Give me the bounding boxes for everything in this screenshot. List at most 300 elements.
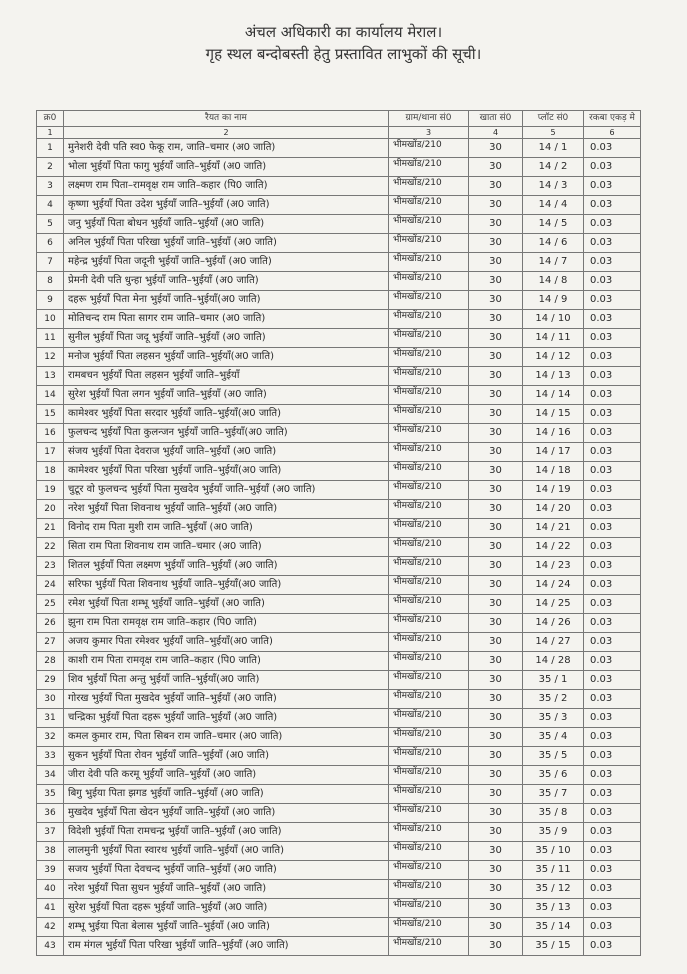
- village-cell: भीमखोंड/210: [389, 766, 469, 785]
- village-cell: भीमखोंड/210: [389, 291, 469, 310]
- serial-number-cell: 21: [37, 519, 64, 538]
- table-header-row: [37, 111, 641, 127]
- khata-cell: 30: [469, 139, 523, 158]
- plot-cell: 14 / 11: [523, 329, 584, 348]
- table-row: [37, 861, 641, 880]
- area-cell: 0.03: [584, 595, 641, 614]
- table-row: [37, 671, 641, 690]
- beneficiary-name-cell: रमेश भुईयाँ पिता शम्भू भुईयाँ जाति–भुईयाँ (अ0 जाति): [64, 595, 389, 614]
- serial-number-cell: 15: [37, 405, 64, 424]
- serial-number-cell: 35: [37, 785, 64, 804]
- serial-number-cell: 5: [37, 215, 64, 234]
- village-cell: भीमखोंड/210: [389, 709, 469, 728]
- village-cell: भीमखोंड/210: [389, 234, 469, 253]
- column-number: 3: [389, 127, 469, 139]
- village-cell: भीमखोंड/210: [389, 462, 469, 481]
- beneficiary-name-cell: कामेश्वर भुईयाँ पिता सरदार भुईयाँ जाति–भुईयाँ(अ0 जाति): [64, 405, 389, 424]
- village-cell: भीमखोंड/210: [389, 386, 469, 405]
- village-cell: भीमखोंड/210: [389, 747, 469, 766]
- plot-cell: 35 / 1: [523, 671, 584, 690]
- area-cell: 0.03: [584, 823, 641, 842]
- area-cell: 0.03: [584, 671, 641, 690]
- plot-cell: 14 / 27: [523, 633, 584, 652]
- table-row: [37, 234, 641, 253]
- plot-cell: 14 / 4: [523, 196, 584, 215]
- table-row: [37, 177, 641, 196]
- area-cell: 0.03: [584, 272, 641, 291]
- table-row: [37, 424, 641, 443]
- khata-cell: 30: [469, 804, 523, 823]
- beneficiary-name-cell: काशी राम पिता रामवृक्ष राम जाति–कहार (पि0 जाति): [64, 652, 389, 671]
- table-row: [37, 880, 641, 899]
- serial-number-cell: 1: [37, 139, 64, 158]
- beneficiary-name-cell: दहरू भुईयाँ पिता मेना भुईयाँ जाति–भुईयाँ(अ0 जाति): [64, 291, 389, 310]
- serial-number-cell: 22: [37, 538, 64, 557]
- area-cell: 0.03: [584, 633, 641, 652]
- khata-cell: 30: [469, 177, 523, 196]
- area-cell: 0.03: [584, 842, 641, 861]
- khata-cell: 30: [469, 766, 523, 785]
- khata-cell: 30: [469, 899, 523, 918]
- area-cell: 0.03: [584, 880, 641, 899]
- table-row: [37, 462, 641, 481]
- khata-cell: 30: [469, 386, 523, 405]
- khata-cell: 30: [469, 595, 523, 614]
- plot-cell: 14 / 25: [523, 595, 584, 614]
- plot-cell: 35 / 2: [523, 690, 584, 709]
- office-title: अंचल अधिकारी का कार्यालय मेराल।: [244, 23, 443, 41]
- village-cell: भीमखोंड/210: [389, 329, 469, 348]
- plot-cell: 35 / 14: [523, 918, 584, 937]
- serial-number-cell: 42: [37, 918, 64, 937]
- area-cell: 0.03: [584, 785, 641, 804]
- column-number: 1: [37, 127, 64, 139]
- village-cell: भीमखोंड/210: [389, 728, 469, 747]
- header-village: ग्राम/थाना सं0: [389, 111, 469, 127]
- khata-cell: 30: [469, 709, 523, 728]
- beneficiary-name-cell: झुना राम पिता रामवृक्ष राम जाति–कहार (पि0 जाति): [64, 614, 389, 633]
- serial-number-cell: 33: [37, 747, 64, 766]
- village-cell: भीमखोंड/210: [389, 804, 469, 823]
- village-cell: भीमखोंड/210: [389, 690, 469, 709]
- beneficiary-name-cell: सुकन भुईयाँ पिता रोवन भुईयाँ जाति–भुईयाँ (अ0 जाति): [64, 747, 389, 766]
- plot-cell: 35 / 15: [523, 937, 584, 956]
- khata-cell: 30: [469, 690, 523, 709]
- area-cell: 0.03: [584, 899, 641, 918]
- table-row: [37, 728, 641, 747]
- beneficiary-name-cell: सरिफा भुईयाँ पिता शिवनाथ भुईयाँ जाति–भुईयाँ(अ0 जाति): [64, 576, 389, 595]
- village-cell: भीमखोंड/210: [389, 443, 469, 462]
- khata-cell: 30: [469, 785, 523, 804]
- area-cell: 0.03: [584, 405, 641, 424]
- village-cell: भीमखोंड/210: [389, 899, 469, 918]
- serial-number-cell: 28: [37, 652, 64, 671]
- village-cell: भीमखोंड/210: [389, 215, 469, 234]
- khata-cell: 30: [469, 519, 523, 538]
- table-row: [37, 291, 641, 310]
- serial-number-cell: 32: [37, 728, 64, 747]
- beneficiary-name-cell: अनिल भुईयाँ पिता परिखा भुईयाँ जाति–भुईयाँ (अ0 जाति): [64, 234, 389, 253]
- khata-cell: 30: [469, 329, 523, 348]
- table-row: [37, 215, 641, 234]
- serial-number-cell: 18: [37, 462, 64, 481]
- serial-number-cell: 11: [37, 329, 64, 348]
- column-number-row: [37, 127, 641, 139]
- beneficiary-name-cell: भोला भुईयाँ पिता फागु भुईयाँ जाति–भुईयाँ (अ0 जाति): [64, 158, 389, 177]
- beneficiary-name-cell: चुटूर वो फुलचन्द भुईयाँ पिता मुखदेव भुईयाँ जाति–भुईयाँ (अ0 जाति): [64, 481, 389, 500]
- village-cell: भीमखोंड/210: [389, 158, 469, 177]
- table-row: [37, 823, 641, 842]
- khata-cell: 30: [469, 291, 523, 310]
- plot-cell: 14 / 2: [523, 158, 584, 177]
- khata-cell: 30: [469, 747, 523, 766]
- plot-cell: 35 / 3: [523, 709, 584, 728]
- serial-number-cell: 14: [37, 386, 64, 405]
- serial-number-cell: 17: [37, 443, 64, 462]
- serial-number-cell: 29: [37, 671, 64, 690]
- serial-number-cell: 6: [37, 234, 64, 253]
- khata-cell: 30: [469, 671, 523, 690]
- plot-cell: 14 / 12: [523, 348, 584, 367]
- beneficiary-name-cell: अजय कुमार पिता रमेश्वर भुईयाँ जाति–भुईयाँ(अ0 जाति): [64, 633, 389, 652]
- table-row: [37, 196, 641, 215]
- beneficiary-name-cell: सुरेश भुईयाँ पिता लगन भुईयाँ जाति–भुईयाँ (अ0 जाति): [64, 386, 389, 405]
- area-cell: 0.03: [584, 481, 641, 500]
- beneficiary-name-cell: प्रेमनी देवी पति धुन्हा भुईयाँ जाति–भुईयाँ (अ0 जाति): [64, 272, 389, 291]
- table-row: [37, 538, 641, 557]
- table-row: [37, 253, 641, 272]
- serial-number-cell: 10: [37, 310, 64, 329]
- village-cell: भीमखोंड/210: [389, 481, 469, 500]
- serial-number-cell: 37: [37, 823, 64, 842]
- serial-number-cell: 40: [37, 880, 64, 899]
- khata-cell: 30: [469, 253, 523, 272]
- village-cell: भीमखोंड/210: [389, 671, 469, 690]
- serial-number-cell: 23: [37, 557, 64, 576]
- serial-number-cell: 34: [37, 766, 64, 785]
- village-cell: भीमखोंड/210: [389, 348, 469, 367]
- table-row: [37, 633, 641, 652]
- village-cell: भीमखोंड/210: [389, 310, 469, 329]
- khata-cell: 30: [469, 823, 523, 842]
- plot-cell: 35 / 10: [523, 842, 584, 861]
- area-cell: 0.03: [584, 861, 641, 880]
- beneficiary-name-cell: मनोज भुईयाँ पिता लहसन भुईयाँ जाति–भुईयाँ(अ0 जाति): [64, 348, 389, 367]
- serial-number-cell: 36: [37, 804, 64, 823]
- village-cell: भीमखोंड/210: [389, 633, 469, 652]
- plot-cell: 35 / 4: [523, 728, 584, 747]
- area-cell: 0.03: [584, 253, 641, 272]
- khata-cell: 30: [469, 234, 523, 253]
- khata-cell: 30: [469, 652, 523, 671]
- khata-cell: 30: [469, 348, 523, 367]
- table-row: [37, 443, 641, 462]
- table-row: [37, 899, 641, 918]
- serial-number-cell: 31: [37, 709, 64, 728]
- village-cell: भीमखोंड/210: [389, 177, 469, 196]
- plot-cell: 14 / 10: [523, 310, 584, 329]
- area-cell: 0.03: [584, 367, 641, 386]
- serial-number-cell: 41: [37, 899, 64, 918]
- plot-cell: 14 / 22: [523, 538, 584, 557]
- plot-cell: 14 / 20: [523, 500, 584, 519]
- serial-number-cell: 4: [37, 196, 64, 215]
- plot-cell: 35 / 12: [523, 880, 584, 899]
- column-number: 5: [523, 127, 584, 139]
- serial-number-cell: 13: [37, 367, 64, 386]
- khata-cell: 30: [469, 215, 523, 234]
- plot-cell: 14 / 26: [523, 614, 584, 633]
- beneficiary-name-cell: विदेशी भुईयाँ पिता रामचन्द्र भुईयाँ जाति–भुईयाँ (अ0 जाति): [64, 823, 389, 842]
- table-row: [37, 310, 641, 329]
- village-cell: भीमखोंड/210: [389, 918, 469, 937]
- village-cell: भीमखोंड/210: [389, 842, 469, 861]
- plot-cell: 14 / 13: [523, 367, 584, 386]
- beneficiary-name-cell: गोरख भुईयाँ पिता मुखदेव भुईयाँ जाति–भुईयाँ (अ0 जाति): [64, 690, 389, 709]
- beneficiary-name-cell: कामेश्वर भुईयाँ पिता परिखा भुईयाँ जाति–भुईयाँ(अ0 जाति): [64, 462, 389, 481]
- khata-cell: 30: [469, 538, 523, 557]
- area-cell: 0.03: [584, 728, 641, 747]
- serial-number-cell: 7: [37, 253, 64, 272]
- header-area: रकबा एकड़ मे: [584, 111, 641, 127]
- khata-cell: 30: [469, 462, 523, 481]
- beneficiary-name-cell: लालमुनी भुईयाँ पिता स्वारथ भुईयाँ जाति–भुईयाँ (अ0 जाति): [64, 842, 389, 861]
- khata-cell: 30: [469, 614, 523, 633]
- area-cell: 0.03: [584, 234, 641, 253]
- plot-cell: 14 / 8: [523, 272, 584, 291]
- beneficiary-name-cell: जीरा देवी पति करमू भुईयाँ जाति–भुईयाँ (अ0 जाति): [64, 766, 389, 785]
- khata-cell: 30: [469, 481, 523, 500]
- village-cell: भीमखोंड/210: [389, 614, 469, 633]
- serial-number-cell: 24: [37, 576, 64, 595]
- beneficiary-name-cell: सुनील भुईयाँ पिता जदू भुईयाँ जाति–भुईयाँ (अ0 जाति): [64, 329, 389, 348]
- area-cell: 0.03: [584, 519, 641, 538]
- table-row: [37, 842, 641, 861]
- table-row: [37, 329, 641, 348]
- village-cell: भीमखोंड/210: [389, 272, 469, 291]
- khata-cell: 30: [469, 633, 523, 652]
- serial-number-cell: 38: [37, 842, 64, 861]
- village-cell: भीमखोंड/210: [389, 519, 469, 538]
- khata-cell: 30: [469, 918, 523, 937]
- table-row: [37, 386, 641, 405]
- table-row: [37, 158, 641, 177]
- khata-cell: 30: [469, 367, 523, 386]
- khata-cell: 30: [469, 310, 523, 329]
- table-row: [37, 139, 641, 158]
- area-cell: 0.03: [584, 804, 641, 823]
- plot-cell: 14 / 18: [523, 462, 584, 481]
- khata-cell: 30: [469, 196, 523, 215]
- khata-cell: 30: [469, 405, 523, 424]
- plot-cell: 14 / 14: [523, 386, 584, 405]
- area-cell: 0.03: [584, 177, 641, 196]
- table-row: [37, 766, 641, 785]
- table-row: [37, 272, 641, 291]
- beneficiary-name-cell: शम्भू भुईया पिता बेलास भुईयाँ जाति–भुईयाँ (अ0 जाति): [64, 918, 389, 937]
- area-cell: 0.03: [584, 766, 641, 785]
- area-cell: 0.03: [584, 291, 641, 310]
- beneficiary-name-cell: मुनेशरी देवी पति स्व0 फेकू राम, जाति–चमार (अ0 जाति): [64, 139, 389, 158]
- table-row: [37, 690, 641, 709]
- village-cell: भीमखोंड/210: [389, 500, 469, 519]
- beneficiary-name-cell: सजय भुईयाँ पिता देवचन्द भुईयाँ जाति–भुईयाँ (अ0 जाति): [64, 861, 389, 880]
- area-cell: 0.03: [584, 576, 641, 595]
- area-cell: 0.03: [584, 937, 641, 956]
- village-cell: भीमखोंड/210: [389, 424, 469, 443]
- beneficiary-name-cell: राम मंगल भुईयाँ पिता परिखा भुईयाँ जाति–भुईयाँ (अ0 जाति): [64, 937, 389, 956]
- plot-cell: 35 / 11: [523, 861, 584, 880]
- serial-number-cell: 30: [37, 690, 64, 709]
- table-row: [37, 595, 641, 614]
- area-cell: 0.03: [584, 918, 641, 937]
- khata-cell: 30: [469, 424, 523, 443]
- khata-cell: 30: [469, 842, 523, 861]
- serial-number-cell: 9: [37, 291, 64, 310]
- village-cell: भीमखोंड/210: [389, 595, 469, 614]
- table-row: [37, 519, 641, 538]
- area-cell: 0.03: [584, 443, 641, 462]
- plot-cell: 14 / 16: [523, 424, 584, 443]
- beneficiary-name-cell: विनोद राम पिता मुशी राम जाति–भुईयाँ (अ0 जाति): [64, 519, 389, 538]
- table-row: [37, 348, 641, 367]
- table-row: [37, 367, 641, 386]
- beneficiary-name-cell: कमल कुमार राम, पिता सिबन राम जाति–चमार (अ0 जाति): [64, 728, 389, 747]
- plot-cell: 14 / 15: [523, 405, 584, 424]
- serial-number-cell: 43: [37, 937, 64, 956]
- khata-cell: 30: [469, 500, 523, 519]
- serial-number-cell: 8: [37, 272, 64, 291]
- plot-cell: 14 / 28: [523, 652, 584, 671]
- beneficiary-name-cell: चन्द्रिका भुईयाँ पिता दहरू भुईयाँ जाति–भुईयाँ (अ0 जाति): [64, 709, 389, 728]
- area-cell: 0.03: [584, 614, 641, 633]
- area-cell: 0.03: [584, 424, 641, 443]
- area-cell: 0.03: [584, 652, 641, 671]
- beneficiary-name-cell: रामबचन भुईयाँ पिता लहसन भुईयाँ जाति–भुईयाँ: [64, 367, 389, 386]
- beneficiary-name-cell: सिता राम पिता शिवनाथ राम जाति–चमार (अ0 जाति): [64, 538, 389, 557]
- area-cell: 0.03: [584, 139, 641, 158]
- beneficiary-table: [36, 110, 641, 956]
- table-row: [37, 937, 641, 956]
- plot-cell: 14 / 24: [523, 576, 584, 595]
- beneficiary-name-cell: शितल भुईयाँ पिता लक्ष्मण भुईयाँ जाति–भुईयाँ (अ0 जाति): [64, 557, 389, 576]
- khata-cell: 30: [469, 728, 523, 747]
- village-cell: भीमखोंड/210: [389, 253, 469, 272]
- table-row: [37, 576, 641, 595]
- plot-cell: 35 / 5: [523, 747, 584, 766]
- table-row: [37, 557, 641, 576]
- village-cell: भीमखोंड/210: [389, 576, 469, 595]
- table-row: [37, 500, 641, 519]
- serial-number-cell: 2: [37, 158, 64, 177]
- beneficiary-name-cell: शिव भुईयाँ पिता अन्तु भुईयाँ जाति–भुईयाँ(अ0 जाति): [64, 671, 389, 690]
- beneficiary-name-cell: मुखदेव भुईयाँ पिता खेदन भुईयाँ जाति–भुईयाँ (अ0 जाति): [64, 804, 389, 823]
- table-row: [37, 614, 641, 633]
- village-cell: भीमखोंड/210: [389, 823, 469, 842]
- serial-number-cell: 39: [37, 861, 64, 880]
- table-row: [37, 481, 641, 500]
- beneficiary-name-cell: महेन्द्र भुईयाँ पिता जदूनी भुईयाँ जाति–भुईयाँ (अ0 जाति): [64, 253, 389, 272]
- plot-cell: 14 / 6: [523, 234, 584, 253]
- beneficiary-name-cell: कृष्णा भुईयाँ पिता उदेश भुईयाँ जाति–भुईयाँ (अ0 जाति): [64, 196, 389, 215]
- area-cell: 0.03: [584, 690, 641, 709]
- serial-number-cell: 20: [37, 500, 64, 519]
- area-cell: 0.03: [584, 538, 641, 557]
- plot-cell: 14 / 23: [523, 557, 584, 576]
- village-cell: भीमखोंड/210: [389, 196, 469, 215]
- plot-cell: 14 / 21: [523, 519, 584, 538]
- beneficiary-name-cell: नरेश भुईयाँ पिता सुधन भुईयाँ जाति–भुईयाँ (अ0 जाति): [64, 880, 389, 899]
- khata-cell: 30: [469, 861, 523, 880]
- area-cell: 0.03: [584, 215, 641, 234]
- plot-cell: 14 / 5: [523, 215, 584, 234]
- area-cell: 0.03: [584, 500, 641, 519]
- village-cell: भीमखोंड/210: [389, 139, 469, 158]
- column-number: 4: [469, 127, 523, 139]
- khata-cell: 30: [469, 880, 523, 899]
- table-row: [37, 785, 641, 804]
- plot-cell: 35 / 6: [523, 766, 584, 785]
- khata-cell: 30: [469, 576, 523, 595]
- column-number: 2: [64, 127, 389, 139]
- village-cell: भीमखोंड/210: [389, 405, 469, 424]
- header-plot: प्लॉट सं0: [523, 111, 584, 127]
- village-cell: भीमखोंड/210: [389, 785, 469, 804]
- beneficiary-name-cell: जनु भुईयाँ पिता बोधन भुईयाँ जाति–भुईयाँ (अ0 जाति): [64, 215, 389, 234]
- list-subtitle: गृह स्थल बन्दोबस्ती हेतु प्रस्तावित लाभुकों की सूची।: [205, 45, 482, 63]
- table-row: [37, 804, 641, 823]
- area-cell: 0.03: [584, 747, 641, 766]
- plot-cell: 14 / 7: [523, 253, 584, 272]
- area-cell: 0.03: [584, 329, 641, 348]
- beneficiary-name-cell: फुलचन्द भुईयाँ पिता कुलन्जन भुईयाँ जाति–भुईयाँ(अ0 जाति): [64, 424, 389, 443]
- area-cell: 0.03: [584, 709, 641, 728]
- village-cell: भीमखोंड/210: [389, 937, 469, 956]
- village-cell: भीमखोंड/210: [389, 652, 469, 671]
- plot-cell: 14 / 17: [523, 443, 584, 462]
- area-cell: 0.03: [584, 158, 641, 177]
- serial-number-cell: 3: [37, 177, 64, 196]
- village-cell: भीमखोंड/210: [389, 557, 469, 576]
- table-row: [37, 747, 641, 766]
- khata-cell: 30: [469, 937, 523, 956]
- khata-cell: 30: [469, 557, 523, 576]
- table-row: [37, 709, 641, 728]
- beneficiary-name-cell: सुरेश भुईयाँ पिता दहरू भुईयाँ जाति–भुईयाँ (अ0 जाति): [64, 899, 389, 918]
- beneficiary-name-cell: बिगु भुईया पिता झगड भुईयाँ जाति–भुईयाँ (अ0 जाति): [64, 785, 389, 804]
- area-cell: 0.03: [584, 348, 641, 367]
- plot-cell: 14 / 3: [523, 177, 584, 196]
- serial-number-cell: 26: [37, 614, 64, 633]
- table-row: [37, 652, 641, 671]
- area-cell: 0.03: [584, 196, 641, 215]
- table-row: [37, 918, 641, 937]
- header-name: रैयत का नाम: [64, 111, 389, 127]
- serial-number-cell: 16: [37, 424, 64, 443]
- area-cell: 0.03: [584, 557, 641, 576]
- area-cell: 0.03: [584, 386, 641, 405]
- beneficiary-name-cell: लक्ष्मण राम पिता–रामवृक्ष राम जाति–कहार (पि0 जाति): [64, 177, 389, 196]
- plot-cell: 14 / 9: [523, 291, 584, 310]
- khata-cell: 30: [469, 158, 523, 177]
- table-row: [37, 405, 641, 424]
- beneficiary-name-cell: नरेश भुईयाँ पिता शिवनाथ भुईयाँ जाति–भुईयाँ (अ0 जाति): [64, 500, 389, 519]
- plot-cell: 14 / 1: [523, 139, 584, 158]
- village-cell: भीमखोंड/210: [389, 861, 469, 880]
- village-cell: भीमखोंड/210: [389, 880, 469, 899]
- area-cell: 0.03: [584, 310, 641, 329]
- plot-cell: 35 / 7: [523, 785, 584, 804]
